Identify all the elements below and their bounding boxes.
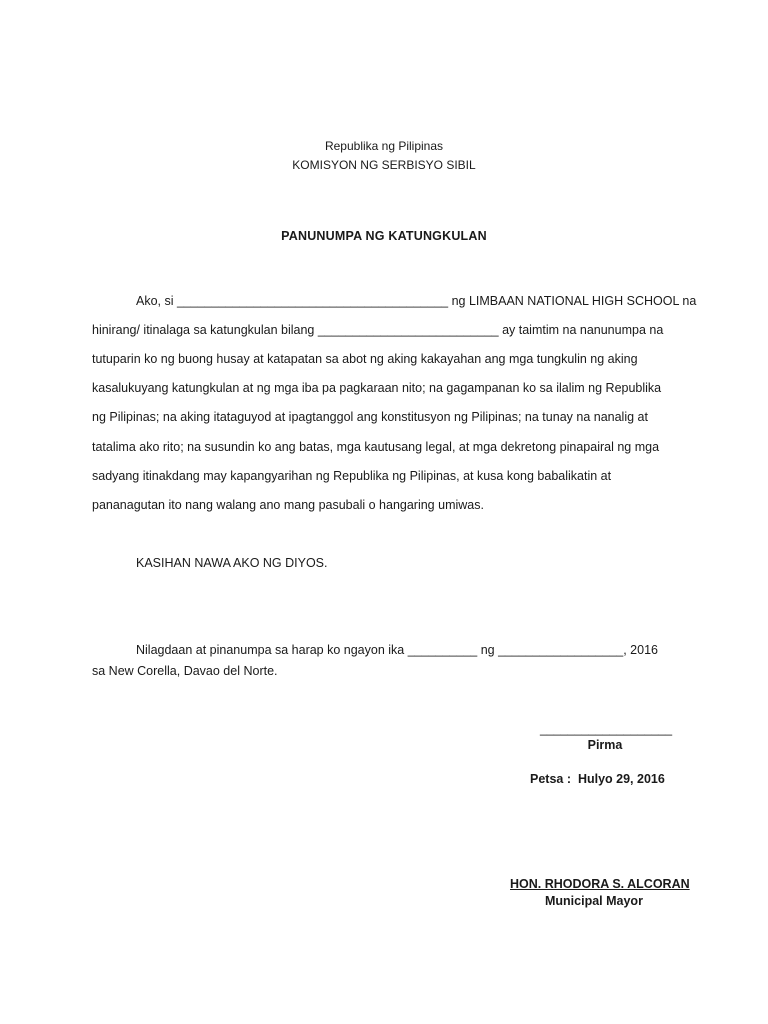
signed-line-2: sa New Corella, Davao del Norte. [92,664,278,678]
header-republic: Republika ng Pilipinas [324,139,444,153]
oath-line-6: tatalima ako rito; na susundin ko ang batas, mga kautusang legal, at mga dekretong pinapairal ng mga [92,440,660,454]
oath-line-1: Ako, si _______________________________________ ng LIMBAAN NATIONAL HIGH SCHOOL na [136,294,697,308]
official-position: Municipal Mayor [545,894,643,908]
header-commission: KOMISYON NG SERBISYO SIBIL [292,158,476,172]
oath-line-4: kasalukuyang katungkulan at ng mga iba pa pagkaraan nito; na gagampanan ko sa ilalim ng Republika [92,381,662,395]
signature-label: Pirma [587,738,623,752]
oath-line-5: ng Pilipinas; na aking itataguyod at ipagtanggol ang konstitusyon ng Pilipinas; na tunay na nanalig at [92,410,648,424]
closing-blessing: KASIHAN NAWA AKO NG DIYOS. [136,556,328,570]
date-value: Hulyo 29, 2016 [577,772,665,786]
oath-line-8: pananagutan ito nang walang ano mang pasubali o hangaring umiwas. [92,498,484,512]
date-label: Petsa : [530,772,571,786]
signed-line-1: Nilagdaan at pinanumpa sa harap ko ngayon ika __________ ng __________________, 2016 [136,643,658,657]
signature-line: ___________________ [540,722,673,736]
document-title: PANUNUMPA NG KATUNGKULAN [281,229,487,243]
oath-line-7: sadyang itinakdang may kapangyarihan ng Republika ng Pilipinas, at kusa kong babalikatin at [92,469,612,483]
oath-line-2: hinirang/ itinalaga sa katungkulan bilang __________________________ ay taimtim na nanunumpa na [92,323,664,337]
official-name: HON. RHODORA S. ALCORAN [510,877,690,891]
date-row [530,772,665,786]
oath-line-3: tutuparin ko ng buong husay at katapatan sa abot ng aking kakayahan ang mga tungkulin ng aking [92,352,638,366]
